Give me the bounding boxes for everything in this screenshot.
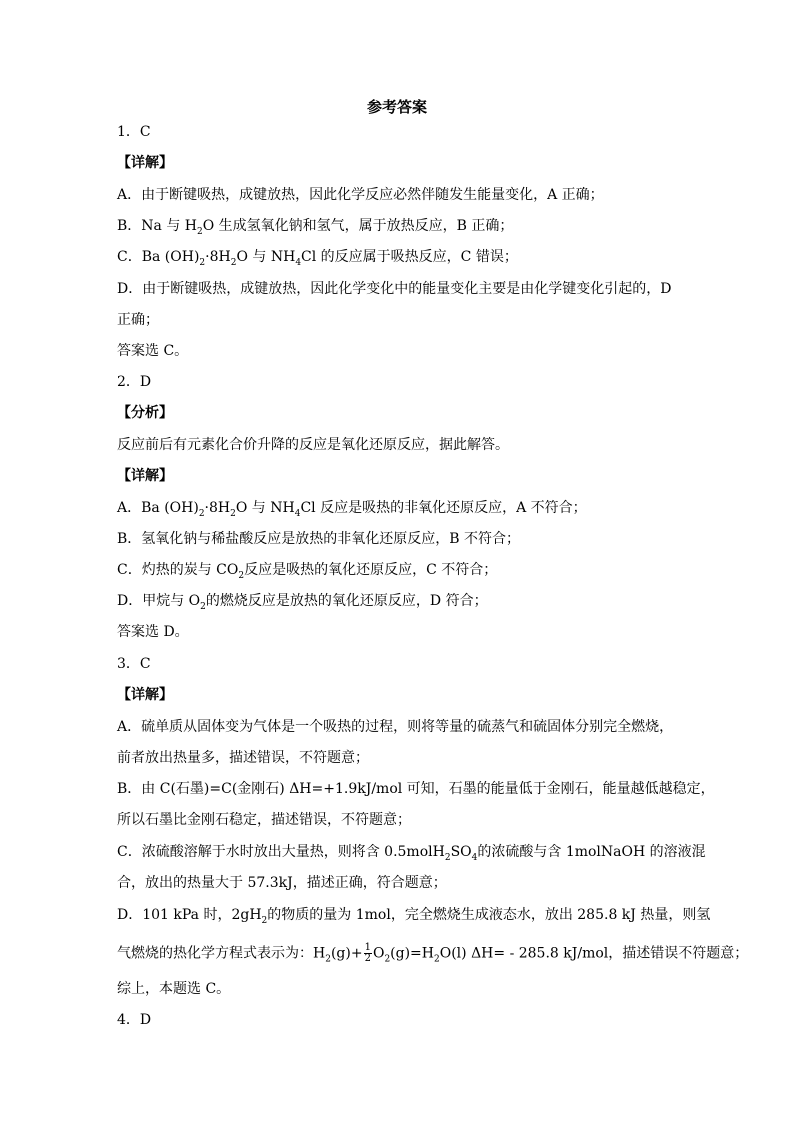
text: ·8H (204, 500, 231, 516)
fraction-denominator: 2 (364, 953, 371, 964)
text: Cl 的反应属于吸热反应，C 错误； (301, 249, 518, 265)
subscript: 2 (325, 954, 331, 965)
text: SO (450, 844, 472, 860)
text: ·8H (205, 249, 231, 265)
subscript: 2 (200, 601, 206, 612)
subscript: 2 (238, 570, 245, 581)
q1-option-b (117, 216, 692, 242)
text: O 生成氢氧化钠和氢气，属于放热反应，B 正确； (202, 218, 514, 234)
text: (g)=H (390, 945, 434, 962)
subscript: 4 (295, 257, 302, 268)
text: C．浓硫酸溶解于水时放出大量热，则将含 0.5molH (117, 844, 445, 860)
page-title: 参考答案 (366, 98, 427, 116)
text: 气燃烧的热化学方程式表示为：H (117, 945, 326, 962)
subscript: 2 (199, 257, 206, 268)
text: 的燃烧反应是放热的氧化还原反应，D 符合； (205, 593, 488, 609)
subscript: 4 (471, 852, 478, 863)
q1-number: 1．C (117, 124, 151, 140)
q2-analysis-header: 【分析】 (117, 405, 173, 421)
subscript: 2 (198, 508, 205, 519)
text: 的浓硫酸与含 1molNaOH 的溶液混 (477, 844, 706, 860)
text: C．灼热的炭与 CO (117, 562, 239, 578)
q3-option-d-line2 (117, 942, 749, 969)
text: O 与 NH (236, 249, 296, 265)
subscript: 2 (444, 852, 451, 863)
text: (g)+ (330, 945, 363, 962)
subscript: 4 (294, 508, 301, 519)
subscript: 2 (230, 257, 237, 268)
q1-option-d-line2: 正确； (117, 312, 159, 328)
text: C．Ba (OH) (117, 249, 200, 265)
subscript: 2 (384, 954, 391, 965)
fraction-one-half (364, 943, 372, 964)
text: B．Na 与 H (117, 218, 197, 234)
text: D．甲烷与 O (117, 593, 201, 609)
subscript: 2 (230, 508, 236, 519)
subscript: 2 (261, 915, 268, 926)
q3-option-a-line2: 前者放出热量多，描述错误，不符题意； (117, 750, 369, 766)
q2-option-d (117, 591, 692, 617)
q1-option-d-line1: D．由于断键吸热，成键放热，因此化学变化中的能量变化主要是由化学键变化引起的，D (117, 281, 672, 297)
q3-option-a-line1: A．硫单质从固体变为气体是一个吸热的过程，则将等量的硫蒸气和硫固体分别完全燃烧， (117, 719, 674, 735)
q3-summary: 综上，本题选 C。 (117, 981, 231, 997)
q3-option-c-line1 (117, 842, 706, 868)
q3-number: 3．C (117, 656, 151, 672)
text: O 与 NH (235, 500, 295, 516)
q2-option-b: B．氢氧化钠与稀盐酸反应是放热的非氧化还原反应，B 不符合； (117, 531, 521, 547)
q3-option-c-line2: 合，放出的热量大于 57.3kJ，描述正确，符合题意； (117, 875, 447, 891)
text: O (372, 945, 385, 962)
q1-answer: 答案选 C。 (117, 343, 189, 359)
text: 反应是吸热的氧化还原反应，C 不符合； (244, 562, 498, 578)
subscript: 2 (434, 954, 440, 965)
q2-option-a (117, 498, 692, 524)
q1-detail-header: 【详解】 (117, 155, 173, 171)
text: O(l) ΔH= - 285.8 kJ/mol，描述错误不符题意； (439, 945, 749, 962)
q3-option-b-line1: B．由 C(石墨)=C(金刚石) ΔH=+1.9kJ/mol 可知，石墨的能量低于金刚石，能量越低越稳定， (117, 781, 715, 797)
q3-option-d-line1 (117, 905, 711, 931)
subscript: 2 (197, 226, 203, 237)
text: Cl 反应是吸热的非氧化还原反应，A 不符合； (300, 500, 587, 516)
q2-option-c (117, 560, 692, 586)
text: 的物质的量为 1mol，完全燃烧生成液态水，放出 285.8 kJ 热量，则氢 (267, 907, 711, 923)
q1-option-a: A．由于断键吸热，成键放热，因此化学反应必然伴随发生能量变化，A 正确； (117, 187, 604, 203)
q2-analysis: 反应前后有元素化合价升降的反应是氧化还原反应，据此解答。 (117, 437, 509, 453)
fraction-numerator: 1 (364, 942, 371, 953)
q3-option-b-line2: 所以石墨比金刚石稳定，描述错误，不符题意； (117, 812, 411, 828)
q4-number: 4．D (117, 1012, 152, 1028)
q2-answer: 答案选 D。 (117, 624, 189, 640)
text: D．101 kPa 时，2gH (117, 907, 262, 923)
q1-option-c (117, 247, 692, 273)
text: A．Ba (OH) (117, 500, 199, 516)
q3-detail-header: 【详解】 (117, 687, 173, 703)
q2-detail-header: 【详解】 (117, 468, 173, 484)
q2-number: 2．D (117, 374, 152, 390)
